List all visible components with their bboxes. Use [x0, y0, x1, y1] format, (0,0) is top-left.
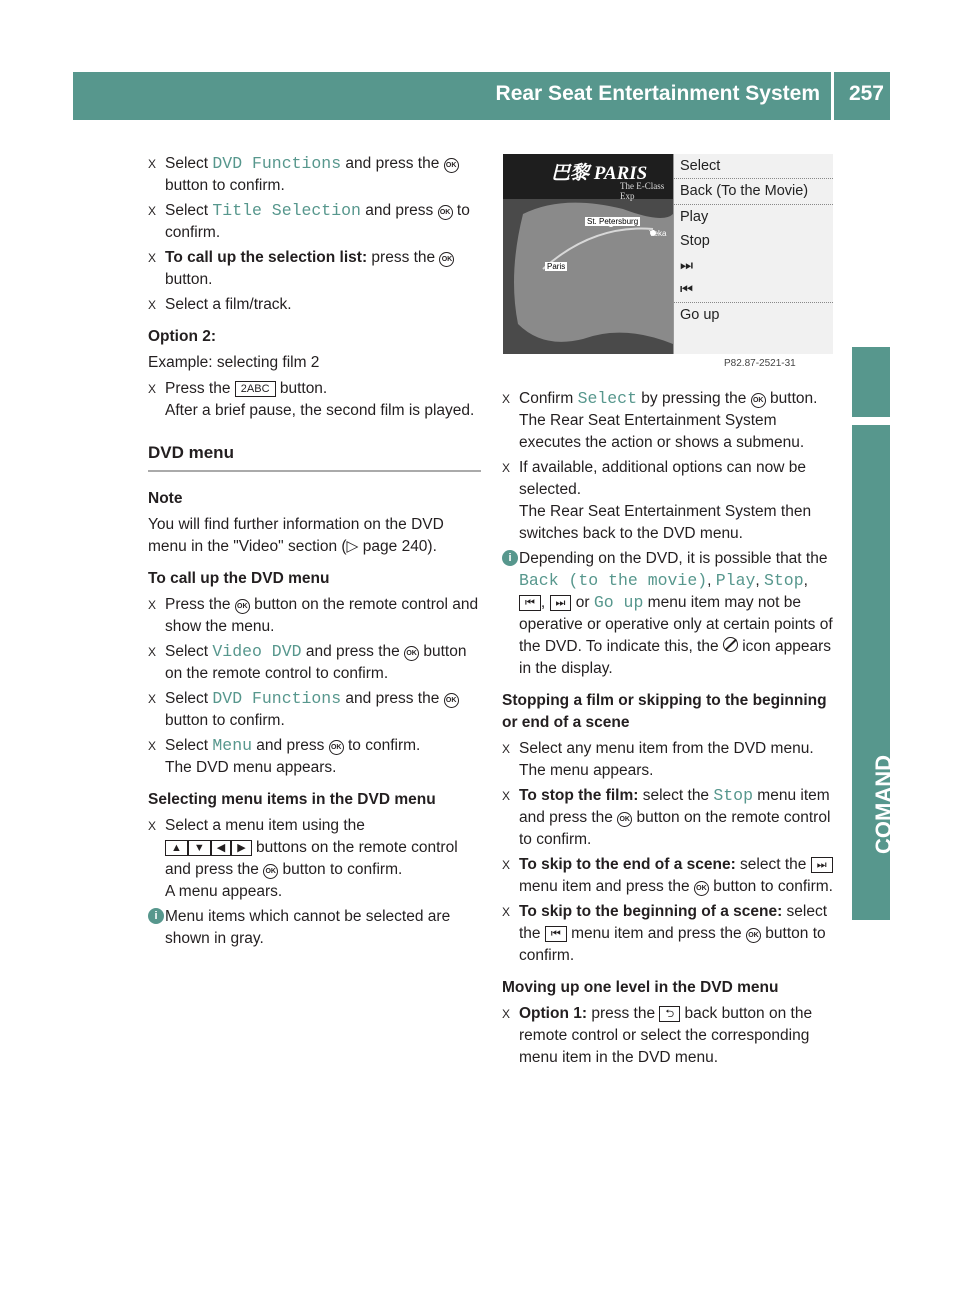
- ok-icon: OK: [438, 205, 453, 220]
- map-image: [503, 154, 673, 354]
- menu-item-go-up[interactable]: Go up: [674, 302, 833, 327]
- skip-forward-key-icon: ⏭: [550, 595, 572, 611]
- step: X Select a film/track.: [148, 294, 481, 316]
- key-2abc-icon: 2ABC: [235, 381, 276, 397]
- ok-icon: OK: [439, 252, 454, 267]
- column-right: [502, 388, 836, 1072]
- arrow-icon: X: [148, 598, 157, 612]
- menu-code: DVD Functions: [212, 689, 342, 708]
- step: X Select a menu item using the ▲ ▼ ◀ ▶ buttons on the remote control and press the OK button to confirm. A menu appears.: [148, 817, 458, 900]
- figure-caption: P82.87-2521-31: [724, 358, 796, 369]
- ok-icon: OK: [329, 740, 344, 755]
- menu-item-stop[interactable]: Stop: [680, 233, 710, 250]
- menu-code: Title Selection: [212, 201, 361, 220]
- menu-code: DVD Functions: [212, 154, 342, 173]
- arrow-icon: X: [148, 251, 157, 265]
- subheading: Moving up one level in the DVD menu: [502, 979, 779, 996]
- menu-code: Stop: [764, 571, 804, 590]
- note-text: You will find further information on the DVD menu in the "Video" section (▷ page 240).: [148, 516, 444, 555]
- step: X Select any menu item from the DVD menu. The menu appears.: [502, 740, 814, 779]
- screen-figure: [503, 154, 832, 354]
- ok-icon: OK: [751, 393, 766, 408]
- menu-code: Video DVD: [212, 642, 302, 661]
- arrow-icon: X: [502, 742, 511, 756]
- down-arrow-key-icon: ▼: [188, 840, 211, 856]
- step: X To call up the selection list: press the OK button.: [148, 247, 481, 291]
- info-note: i Menu items which cannot be selected are shown in gray.: [148, 906, 481, 950]
- menu-code: Play: [715, 571, 756, 590]
- menu-item-back[interactable]: Back (To the Movie): [674, 178, 833, 203]
- step: X If available, additional options can now be selected. The Rear Seat Entertainment System then switches back to the DVD menu.: [502, 459, 812, 542]
- arrow-icon: X: [148, 382, 157, 396]
- ok-icon: OK: [617, 812, 632, 827]
- arrow-icon: X: [502, 905, 511, 919]
- arrow-icon: X: [148, 645, 157, 659]
- step: X Confirm Select by pressing the OK button. The Rear Seat Entertainment System executes the action or shows a submenu.: [502, 389, 818, 451]
- menu-item-select[interactable]: Select: [674, 154, 833, 178]
- right-arrow-key-icon: ▶: [231, 840, 251, 856]
- menu-code: Back (to the movie): [519, 571, 708, 590]
- up-arrow-key-icon: ▲: [165, 840, 188, 856]
- no-entry-icon: [723, 637, 738, 652]
- header-separator: [831, 72, 834, 120]
- skip-forward-key-icon: ⏭: [811, 857, 833, 873]
- menu-item-skip-back[interactable]: ⏮: [680, 281, 694, 298]
- ok-icon: OK: [235, 599, 250, 614]
- step: X Select Title Selection and press OK to confirm.: [148, 201, 470, 241]
- arrow-icon: X: [502, 789, 511, 803]
- ok-icon: OK: [263, 864, 278, 879]
- step: X To skip to the end of a scene: select the ⏭ menu item and press the OK button to confirm.: [502, 856, 833, 895]
- menu-code: Select: [577, 389, 637, 408]
- skip-back-key-icon: ⏮: [519, 595, 541, 611]
- dvd-menu-panel: [673, 154, 833, 354]
- info-icon: i: [148, 908, 164, 924]
- option2-example: Example: selecting film 2: [148, 354, 320, 371]
- city-label: Paris: [547, 262, 566, 271]
- menu-item-skip-forward[interactable]: ⏭: [680, 257, 694, 274]
- arrow-icon: X: [148, 157, 157, 171]
- step: X To stop the film: select the Stop menu item and press the OK button on the remote control to confirm.: [502, 786, 831, 848]
- step: X To skip to the beginning of a scene: select the ⏮ menu item and press the OK button to confirm.: [502, 903, 828, 964]
- arrow-icon: X: [148, 692, 157, 706]
- menu-code: Stop: [713, 786, 753, 805]
- step: X Press the OK button on the remote control and show the menu.: [148, 596, 479, 635]
- arrow-icon: X: [502, 1007, 511, 1021]
- arrow-icon: X: [148, 819, 157, 833]
- column-left: [148, 153, 481, 953]
- ok-icon: OK: [444, 158, 459, 173]
- ok-icon: OK: [444, 693, 459, 708]
- ok-icon: OK: [404, 646, 419, 661]
- arrow-icon: X: [148, 739, 157, 753]
- side-tab-label: COMAND: [871, 755, 896, 854]
- section-title: DVD menu: [148, 442, 481, 472]
- skip-back-key-icon: ⏮: [545, 926, 567, 942]
- screen-subtitle: The E-Class Exp: [620, 181, 665, 201]
- ok-icon: OK: [694, 881, 709, 896]
- subheading: Selecting menu items in the DVD menu: [148, 791, 436, 808]
- side-tab: [852, 347, 896, 920]
- step: X Press the 2ABC button. After a brief pause, the second film is played.: [148, 380, 475, 419]
- step: X Option 1: press the ⮌ back button on the remote control or select the corresponding menu item in the DVD menu.: [502, 1005, 813, 1066]
- subheading: Stopping a film or skipping to the beginning or end of a scene: [502, 692, 827, 731]
- menu-code: Menu: [212, 736, 252, 755]
- ok-icon: OK: [746, 928, 761, 943]
- back-key-icon: ⮌: [659, 1006, 680, 1022]
- city-label: St. Petersburg: [587, 217, 639, 226]
- subheading: To call up the DVD menu: [148, 570, 330, 587]
- step: X Select DVD Functions and press the OK button to confirm.: [148, 153, 481, 197]
- header-title: Rear Seat Entertainment System: [495, 82, 820, 105]
- page-header: [73, 72, 890, 120]
- step: X Select Menu and press OK to confirm. The DVD menu appears.: [148, 736, 421, 776]
- city-label: Yeka: [649, 229, 667, 238]
- step: X Select DVD Functions and press the OK button to confirm.: [148, 688, 481, 732]
- arrow-icon: X: [502, 858, 511, 872]
- left-arrow-key-icon: ◀: [211, 840, 231, 856]
- arrow-icon: X: [502, 461, 511, 475]
- step: X Select Video DVD and press the OK button on the remote control to confirm.: [148, 642, 467, 682]
- menu-item-play[interactable]: Play: [674, 204, 833, 229]
- side-tab-square: [852, 347, 890, 417]
- arrow-icon: X: [148, 298, 157, 312]
- arrow-icon: X: [148, 204, 157, 218]
- menu-code: Go up: [593, 593, 644, 612]
- info-note: i Depending on the DVD, it is possible that the Back (to the movie), Play, Stop, ⏮ , ⏭ or Go up menu item may not be operative or operative only at certain points of the DVD. To indicate this, the icon appears in the display.: [502, 548, 836, 680]
- page-number: 257: [848, 82, 884, 105]
- option2-heading: Option 2:: [148, 328, 217, 345]
- info-icon: i: [502, 550, 518, 566]
- screen-title: 巴黎 PARIS: [551, 163, 648, 184]
- note-title: Note: [148, 490, 183, 507]
- arrow-icon: X: [502, 392, 511, 406]
